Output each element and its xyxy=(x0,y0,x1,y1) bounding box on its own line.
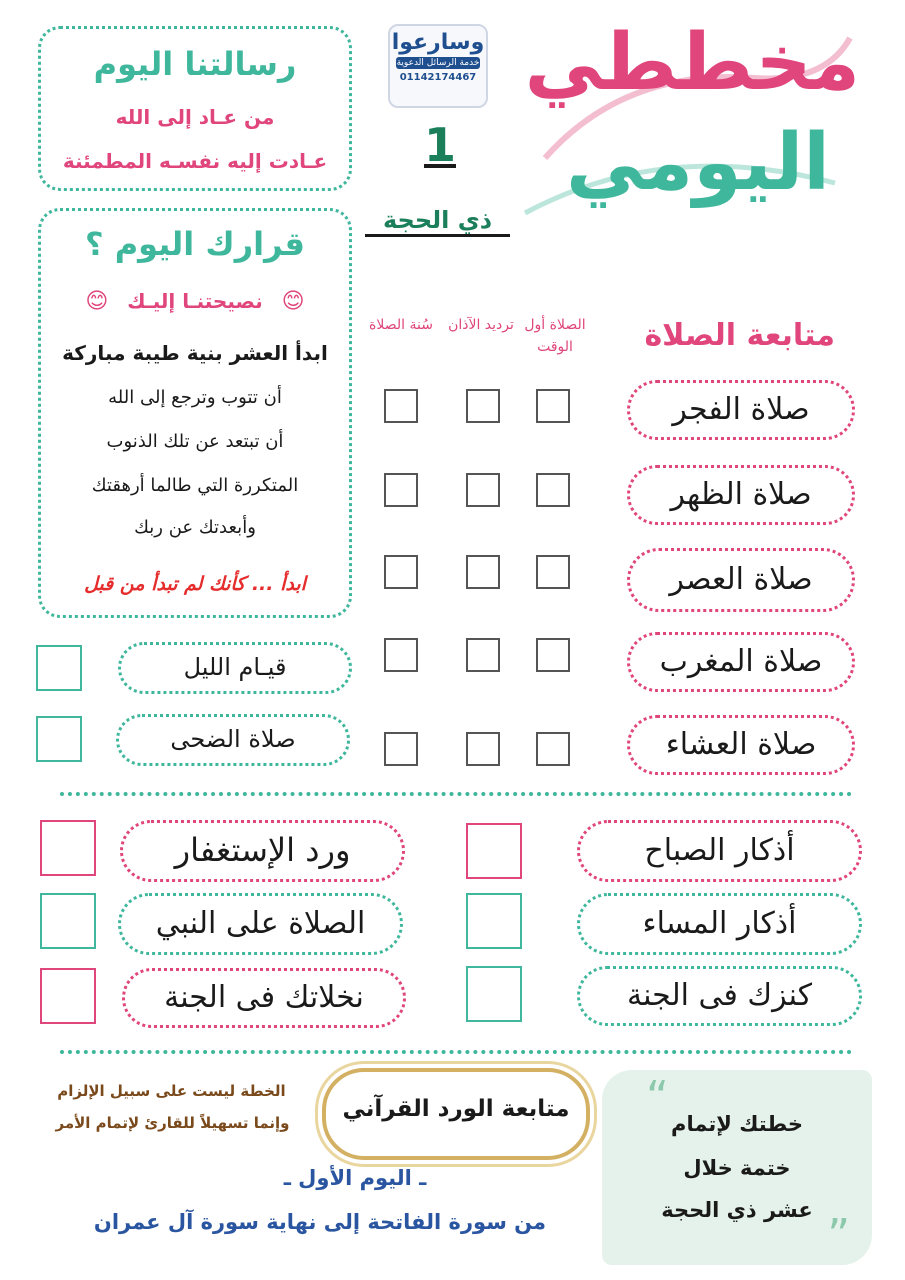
prayer-dhuhr: صلاة الظهر xyxy=(627,465,855,525)
quote-open-icon: “ xyxy=(646,1072,669,1123)
checkbox-maghrib-adhan[interactable] xyxy=(466,638,500,672)
khatma-line-3: عشر ذي الحجة xyxy=(661,1198,813,1222)
dhikr-morning: أذكار الصباح xyxy=(577,820,862,882)
message-line-2: عـادت إليه نفسـه المطمئنة xyxy=(62,149,328,173)
smile-emoji-icon: 😊 xyxy=(85,289,109,314)
advice-line: أن تتوب وترجع إلى الله xyxy=(108,387,282,408)
quran-badge-label: متابعة الورد القرآني xyxy=(342,1096,570,1122)
checkbox-asr-sunnah[interactable] xyxy=(384,555,418,589)
dhikr-evening: أذكار المساء xyxy=(577,893,862,955)
checkbox-isha-sunnah[interactable] xyxy=(384,732,418,766)
logo xyxy=(388,24,488,108)
month-label: ذي الحجة xyxy=(365,206,510,237)
checkbox-maghrib-sunnah[interactable] xyxy=(384,638,418,672)
logo-subtitle: خدمة الرسائل الدعوية xyxy=(396,58,480,68)
smile-emoji-icon: 😊 xyxy=(281,289,305,314)
khatma-line-1: خطتك لإتمام xyxy=(671,1112,803,1136)
title-line-2: اليومي xyxy=(566,118,830,208)
column-header-adhan: ترديد الآذان xyxy=(448,317,514,333)
dhikr-istighfar: ورد الإستغفار xyxy=(120,820,405,882)
prayer-asr: صلاة العصر xyxy=(627,548,855,612)
logo-phone: 01142174467 xyxy=(399,72,477,83)
checkbox-fajr-sunnah[interactable] xyxy=(384,389,418,423)
logo-name: وسارعوا xyxy=(391,30,485,55)
checkbox-dhuhr-on-time[interactable] xyxy=(536,473,570,507)
quote-close-icon: ” xyxy=(827,1210,850,1261)
day-number: 1 xyxy=(423,118,456,172)
checkbox-salat-nabi[interactable] xyxy=(40,893,96,949)
checkbox-morning[interactable] xyxy=(466,823,522,879)
checkbox-asr-on-time[interactable] xyxy=(536,555,570,589)
quran-range: من سورة الفاتحة إلى نهاية سورة آل عمران xyxy=(93,1210,547,1234)
quran-badge xyxy=(322,1068,590,1160)
advice-title: نصيحتنـا إليـك xyxy=(127,289,263,313)
message-title: رسالتنا اليوم xyxy=(93,45,297,83)
advice-line: أن تبتعد عن تلك الذنوب xyxy=(106,431,284,452)
advice-line: وأبعدتك عن ربك xyxy=(134,517,256,538)
advice-row xyxy=(41,289,349,314)
checkbox-maghrib-on-time[interactable] xyxy=(536,638,570,672)
khatma-card xyxy=(602,1070,872,1265)
checkbox-evening[interactable] xyxy=(466,893,522,949)
checkbox-dhuhr-sunnah[interactable] xyxy=(384,473,418,507)
checkbox-isha-on-time[interactable] xyxy=(536,732,570,766)
decision-title: قرارك اليوم ؟ xyxy=(85,225,305,263)
checkbox-istighfar[interactable] xyxy=(40,820,96,876)
checkbox-asr-adhan[interactable] xyxy=(466,555,500,589)
advice-line: ابدأ العشر بنية طيبة مباركة xyxy=(62,341,328,365)
column-header-sunnah: سُنة الصلاة xyxy=(369,317,433,333)
extra-qiyam: قيـام الليل xyxy=(118,642,352,694)
extra-duha: صلاة الضحى xyxy=(116,714,350,766)
dhikr-palms: نخلاتك فى الجنة xyxy=(122,968,406,1028)
quran-note-line-1: الخطة ليست على سبيل الإلزام xyxy=(57,1082,286,1100)
khatma-line-2: ختمة خلال xyxy=(683,1156,791,1180)
quran-day-label: ـ اليوم الأول ـ xyxy=(283,1166,427,1190)
message-line-1: من عـاد إلى الله xyxy=(115,105,275,129)
title-line-1: مخططي xyxy=(524,18,860,108)
column-header-on-time: الصلاة أول الوقت xyxy=(524,317,586,356)
prayer-maghrib: صلاة المغرب xyxy=(627,632,855,692)
quran-note-line-2: وإنما تسهيلاً للقارئ لإتمام الأمر xyxy=(55,1114,290,1132)
checkbox-duha[interactable] xyxy=(36,716,82,762)
prayer-tracker-title: متابعة الصلاة xyxy=(644,318,835,353)
checkbox-palms[interactable] xyxy=(40,968,96,1024)
separator xyxy=(60,792,852,796)
checkbox-isha-adhan[interactable] xyxy=(466,732,500,766)
checkbox-treasure[interactable] xyxy=(466,966,522,1022)
prayer-isha: صلاة العشاء xyxy=(627,715,855,775)
dhikr-treasure: كنزك فى الجنة xyxy=(577,966,862,1026)
decision-card xyxy=(38,208,352,618)
advice-line: المتكررة التي طالما أرهقتك xyxy=(91,475,299,496)
checkbox-fajr-adhan[interactable] xyxy=(466,389,500,423)
planner-title xyxy=(505,8,870,248)
message-card xyxy=(38,26,352,191)
checkbox-fajr-on-time[interactable] xyxy=(536,389,570,423)
dhikr-salat-nabi: الصلاة على النبي xyxy=(118,893,403,955)
checkbox-dhuhr-adhan[interactable] xyxy=(466,473,500,507)
prayer-fajr: صلاة الفجر xyxy=(627,380,855,440)
separator xyxy=(60,1050,852,1054)
closing-line: ابدأ ... كأنك لم تبدأ من قبل xyxy=(84,573,306,595)
checkbox-qiyam[interactable] xyxy=(36,645,82,691)
